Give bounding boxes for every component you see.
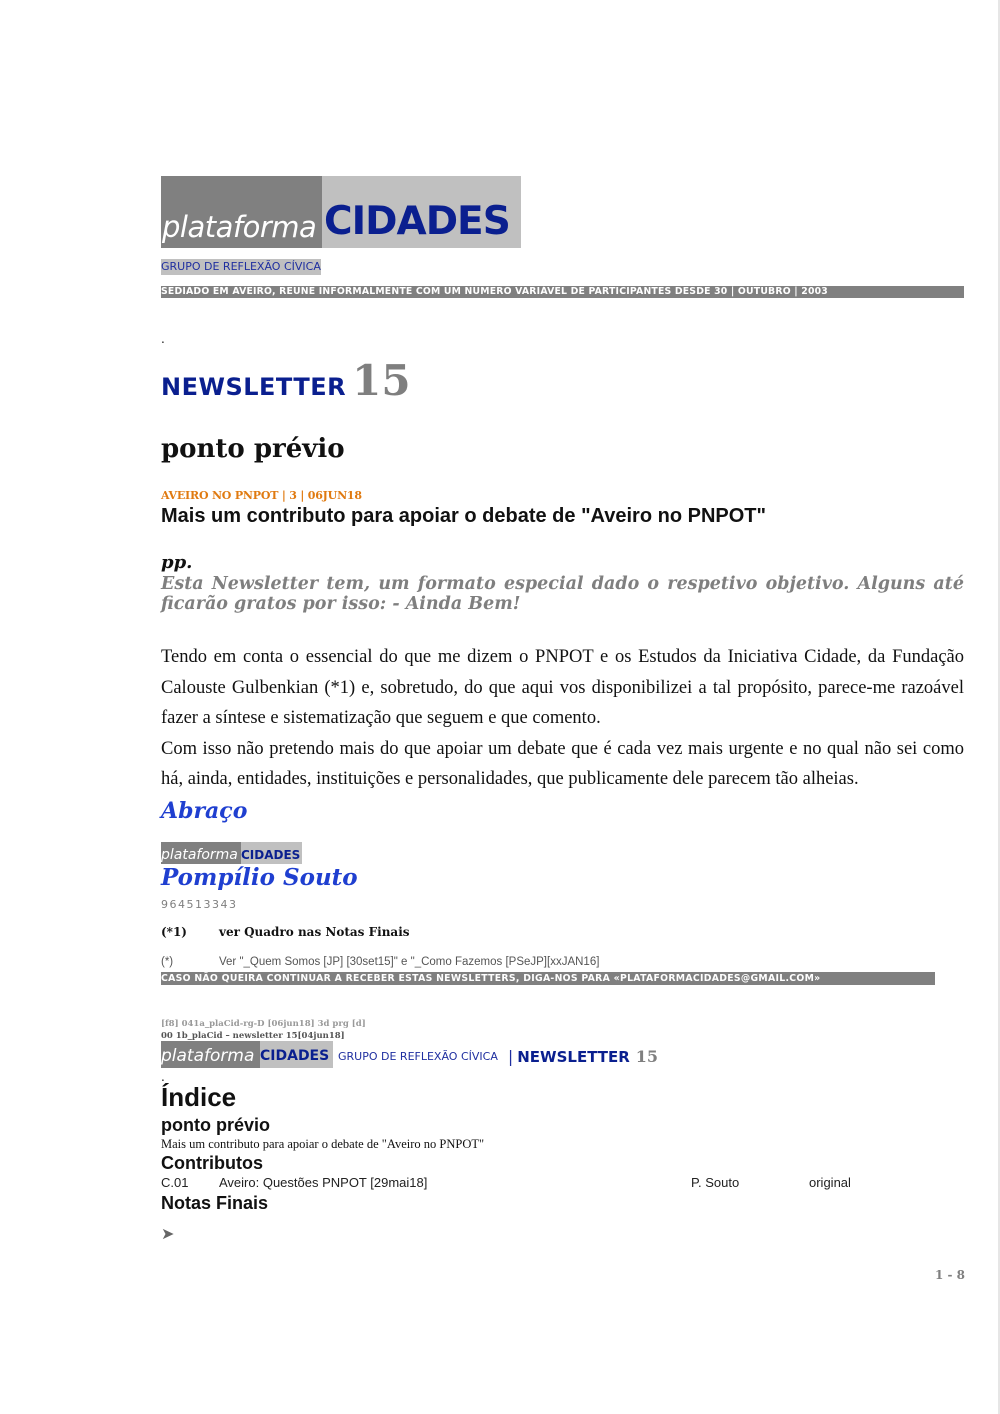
header-logo (161, 176, 521, 248)
dot-marker: . (161, 332, 165, 346)
paragraph: Com isso não pretendo mais do que apoiar um debate que é cada vez mais urgente e no qual não sei como há, ainda, entidades, instituições e personalidades, que publicamente dele parecem tão alheias. (161, 738, 964, 789)
signature-phone: 964513343 (161, 898, 238, 911)
arrow-icon: ➤ (161, 1224, 175, 1243)
footnote-mark: (*1) (161, 925, 187, 939)
index-row-code: C.01 (161, 1175, 189, 1190)
footnote (161, 925, 410, 939)
footer-newsletter-label: NEWSLETTER (517, 1048, 630, 1066)
footnote-text: Ver "_Quem Somos [JP] [30set15]" e "_Como Fazemos [PSeJP][xxJAN16] (219, 956, 600, 968)
file-reference: [f8] 041a_plaCid-rg-D [06jun18] 3d prg [d] (161, 1019, 366, 1029)
pp-note: Esta Newsletter tem, um formato especial dado o respetivo objetivo. Alguns até ficarão gratos por isso: - Ainda Bem! (161, 574, 964, 614)
footer-logo (161, 1041, 658, 1068)
signature-logo (161, 842, 302, 864)
section-tag: AVEIRO NO PNPOT | 3 | 06JUN18 (161, 489, 362, 502)
page-number: 1 - 8 (935, 1268, 966, 1282)
signature-name: Pompílio Souto (161, 864, 358, 891)
footnote (161, 956, 600, 968)
index-section-contributos: Contributos (161, 1153, 263, 1173)
newsletter-number: 15 (352, 356, 411, 405)
logo-part-plataforma (161, 176, 322, 248)
footer-tagline: GRUPO DE REFLEXÃO CÍVICA (338, 1050, 498, 1063)
signoff: Abraço (161, 798, 248, 824)
index-section-ponto: ponto prévio (161, 1115, 270, 1135)
tagline: GRUPO DE REFLEXÃO CÍVICA (161, 260, 321, 273)
dot-marker: . (161, 1070, 165, 1084)
footer-separator: | (507, 1047, 514, 1066)
body-text (161, 642, 964, 795)
footer-logo-part1: plataforma (161, 1041, 260, 1068)
pp-label: pp. (161, 552, 193, 573)
index-row (161, 1175, 921, 1193)
signature-logo-part1: plataforma (161, 842, 241, 864)
headline: Mais um contributo para apoiar o debate de "Aveiro no PNPOT" (161, 505, 766, 527)
index-row-author: P. Souto (691, 1175, 740, 1190)
file-reference: 00 1b_plaCid – newsletter 15[04jun18] (161, 1031, 345, 1041)
logo-text-plataforma: plataforma (162, 210, 317, 244)
index-section-notas: Notas Finais (161, 1193, 269, 1213)
index-row-title: Aveiro: Questões PNPOT [29mai18] (219, 1175, 428, 1190)
footnote-mark: (*) (161, 956, 174, 968)
index-row-type: original (809, 1175, 851, 1190)
index-title: Índice (161, 1082, 237, 1112)
footer-newsletter-number: 15 (635, 1047, 659, 1066)
logo-text-cidades: CIDADES (324, 199, 510, 244)
newsletter-title (161, 356, 411, 405)
paragraph: Tendo em conta o essencial do que me dizem o PNPOT e os Estudos da Iniciativa Cidade, da Fundação Calouste Gulbenkian (*1) e, sobretudo, do que aqui vos disponibilizei a tal propósito, parece-me razoável fazer a síntese e sistematização que seguem e que comento. (161, 647, 964, 728)
unsubscribe-banner: CASO NÃO QUEIRA CONTINUAR A RECEBER ESTAS NEWSLETTERS, DIGA-NOS PARA «PLATAFORMACIDADES@GMAIL.COM» (161, 972, 935, 985)
signature-logo-part2: CIDADES (241, 842, 302, 864)
logo-part-cidades (322, 176, 521, 248)
newsletter-label: NEWSLETTER (161, 373, 347, 401)
footnote-text: ver Quadro nas Notas Finais (219, 925, 410, 939)
index-section-ponto-sub: Mais um contributo para apoiar o debate de "Aveiro no PNPOT" (161, 1137, 485, 1151)
header-banner: SEDIADO EM AVEIRO, REUNE INFORMALMENTE COM UM NÚMERO VARIÁVEL DE PARTICIPANTES DESDE 30 | OUTUBRO | 2003 (161, 286, 964, 298)
footer-logo-part2: CIDADES (260, 1041, 333, 1068)
section-title: ponto prévio (161, 434, 345, 464)
